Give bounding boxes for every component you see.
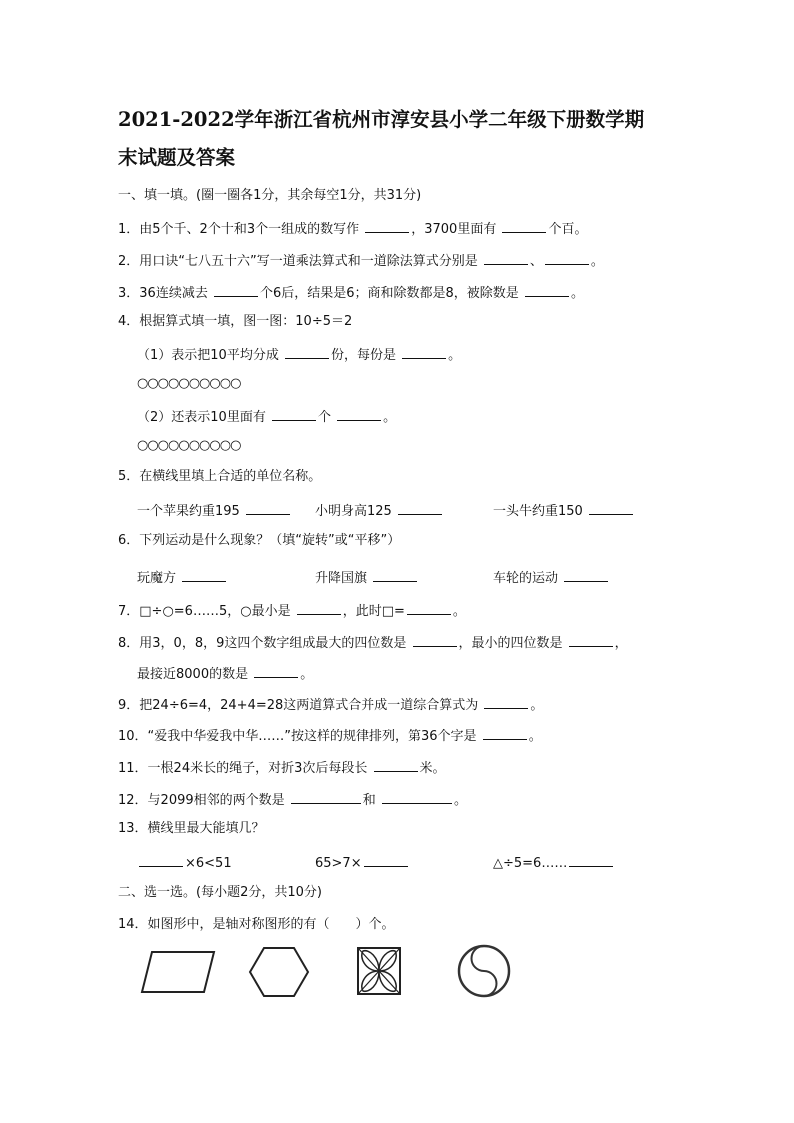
title-line-2: 末试题及答案 [118, 146, 236, 169]
question-9 [118, 694, 543, 715]
q7-text: 7．□÷○=6……5，○最小是 [118, 604, 291, 619]
q6-item: 车轮的运动 [493, 571, 559, 586]
answer-blank[interactable] [182, 567, 226, 582]
q3-text: 。 [570, 286, 584, 301]
q5-item: 一个苹果约重195 [137, 504, 240, 519]
q6-item: 升降国旗 [315, 571, 368, 586]
q8-text: 8．用3，0，8，9这四个数字组成最大的四位数是 [118, 636, 407, 651]
q4-text: 。 [448, 348, 462, 363]
answer-blank[interactable] [545, 250, 589, 265]
answer-blank[interactable] [569, 852, 613, 867]
q5-item: 一头牛约重150 [493, 504, 583, 519]
q2-text: 、 [529, 254, 543, 269]
q9-text: 。 [530, 698, 544, 713]
answer-blank[interactable] [373, 567, 417, 582]
q8-text: ， [614, 636, 628, 651]
parallelogram-figure [138, 948, 218, 996]
question-2 [118, 250, 604, 271]
q4-text: （2）还表示10里面有 [137, 410, 266, 425]
answer-blank[interactable] [407, 600, 451, 615]
q4-text: （1）表示把10平均分成 [137, 348, 279, 363]
q6-item: 玩魔方 [137, 571, 177, 586]
answer-blank[interactable] [402, 344, 446, 359]
question-6: 6．下列运动是什么现象？（填“旋转”或“平移”） [118, 533, 401, 548]
answer-blank[interactable] [398, 500, 442, 515]
question-4-part-2 [137, 406, 396, 427]
section-1-heading: 一、填一填。(圈一圈各1分，其余每空1分，共31分) [118, 188, 422, 203]
q7-text: 。 [452, 604, 466, 619]
answer-blank[interactable] [364, 852, 408, 867]
q11-text: 11．一根24米长的绳子，对折3次后每段长 [118, 761, 368, 776]
q1-text: 个百。 [548, 222, 588, 237]
answer-blank[interactable] [413, 632, 457, 647]
q5-item: 小明身高125 [315, 504, 392, 519]
answer-blank[interactable] [382, 789, 452, 804]
q8-text: ，最小的四位数是 [458, 636, 563, 651]
q4-text: 个 [317, 410, 331, 425]
q1-text: 1．由5个千、2个十和3个一组成的数写作 [118, 222, 360, 237]
question-4: 4．根据算式填一填，图一图：10÷5＝2 [118, 314, 353, 329]
title-line-1: 2021-2022学年浙江省杭州市淳安县小学二年级下册数学期 [118, 108, 645, 131]
section-2-heading: 二、选一选。(每小题2分，共10分) [118, 885, 322, 900]
circle-row-2[interactable]: ○○○○○○○○○○ [137, 438, 241, 453]
q4-text: 。 [383, 410, 397, 425]
question-3 [118, 282, 584, 303]
q2-text: 2．用口诀“七八五十六”写一道乘法算式和一道除法算式分别是 [118, 254, 478, 269]
answer-blank[interactable] [337, 406, 381, 421]
answer-blank[interactable] [589, 500, 633, 515]
q8-text: 。 [300, 667, 314, 682]
q7-text: ，此时□= [342, 604, 405, 619]
q3-text: 个6后，结果是6；商和除数都是8，被除数是 [259, 286, 519, 301]
answer-blank[interactable] [484, 694, 528, 709]
q2-text: 。 [590, 254, 604, 269]
q10-text: 10．“爱我中华爱我中华……”按这样的规律排列，第36个字是 [118, 729, 477, 744]
circle-row-1[interactable]: ○○○○○○○○○○ [137, 376, 241, 391]
q12-text: 12．与2099相邻的两个数是 [118, 793, 285, 808]
question-1 [118, 218, 587, 239]
question-7 [118, 600, 466, 621]
answer-blank[interactable] [569, 632, 613, 647]
question-13-items [137, 852, 677, 870]
q12-text: 。 [453, 793, 467, 808]
q4-text: 份，每份是 [330, 348, 396, 363]
question-8 [118, 632, 628, 653]
answer-blank[interactable] [297, 600, 341, 615]
question-13: 13．横线里最大能填几？ [118, 821, 265, 836]
question-10 [118, 725, 542, 746]
question-8-cont [137, 663, 313, 684]
answer-blank[interactable] [502, 218, 546, 233]
question-5: 5．在横线里填上合适的单位名称。 [118, 469, 322, 484]
answer-blank[interactable] [272, 406, 316, 421]
q8-text: 最接近8000的数是 [137, 667, 249, 682]
answer-blank[interactable] [246, 500, 290, 515]
q11-text: 米。 [419, 761, 446, 776]
question-11 [118, 757, 446, 778]
answer-blank[interactable] [484, 250, 528, 265]
hexagon-figure [248, 945, 312, 999]
q12-text: 和 [362, 793, 376, 808]
question-5-items [137, 500, 677, 518]
q13-item: ×6<51 [185, 856, 232, 871]
q13-item: 65>7× [315, 856, 362, 871]
answer-blank[interactable] [285, 344, 329, 359]
flower-square-figure [355, 945, 405, 997]
question-6-items [137, 567, 677, 585]
answer-blank[interactable] [291, 789, 361, 804]
q3-text: 3．36连续减去 [118, 286, 208, 301]
answer-blank[interactable] [214, 282, 258, 297]
answer-blank[interactable] [139, 852, 183, 867]
answer-blank[interactable] [365, 218, 409, 233]
answer-blank[interactable] [525, 282, 569, 297]
question-12 [118, 789, 467, 810]
question-14: 14．如图形中，是轴对称图形的有（ ）个。 [118, 917, 395, 932]
yin-yang-figure [455, 942, 513, 1000]
question-4-part-1 [137, 344, 461, 365]
q1-text: ，3700里面有 [411, 222, 497, 237]
q13-item: △÷5=6…… [493, 856, 568, 871]
answer-blank[interactable] [483, 725, 527, 740]
q10-text: 。 [528, 729, 542, 744]
answer-blank[interactable] [254, 663, 298, 678]
answer-blank[interactable] [564, 567, 608, 582]
q9-text: 9．把24÷6=4，24+4=28这两道算式合并成一道综合算式为 [118, 698, 479, 713]
answer-blank[interactable] [374, 757, 418, 772]
